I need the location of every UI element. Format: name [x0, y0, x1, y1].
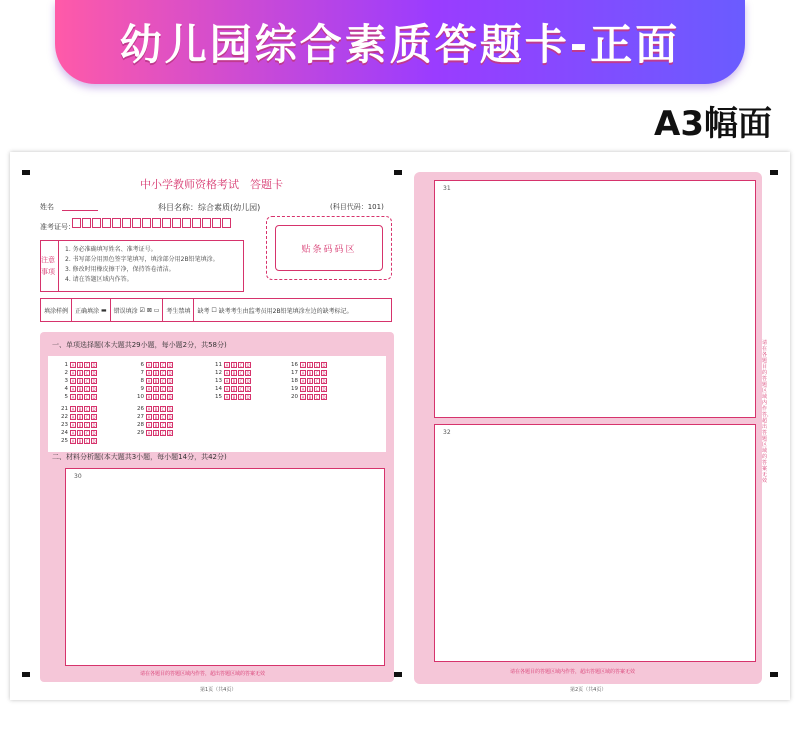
mcq-question-number: 26 [137, 406, 144, 412]
mcq-option-bubble[interactable]: D [168, 379, 172, 384]
right-answer-panel [414, 172, 762, 684]
mcq-option-bubble[interactable]: D [92, 431, 96, 436]
mcq-option-bubble[interactable]: A [147, 379, 151, 384]
mcq-question-number: 10 [137, 394, 144, 400]
mcq-option-bubble[interactable]: B [78, 407, 82, 412]
subject-name: 科目名称：综合素质(幼儿园) [158, 203, 261, 212]
answer-box-31[interactable] [434, 180, 756, 418]
footer-warning-left: 请在各题目的答题区域内作答，超出答题区域的答案无效 [140, 671, 266, 677]
mcq-option-bubble[interactable]: B [154, 423, 158, 428]
mcq-question[interactable] [212, 362, 252, 368]
mcq-question[interactable] [58, 378, 98, 384]
mcq-option-bubble[interactable]: B [308, 387, 312, 392]
mcq-option-bubble[interactable]: B [78, 395, 82, 400]
question-number: 32 [443, 429, 451, 436]
mcq-question[interactable] [58, 406, 98, 412]
mcq-question-number: 15 [215, 394, 222, 400]
mcq-option-bubble[interactable]: C [161, 431, 165, 436]
ticket-number-cells[interactable] [72, 218, 232, 228]
mcq-option-bubble[interactable]: B [78, 363, 82, 368]
registration-mark [770, 672, 778, 677]
mcq-option-bubble[interactable]: D [168, 387, 172, 392]
mcq-option-bubble[interactable]: C [239, 363, 243, 368]
mcq-option-bubble[interactable]: B [78, 379, 82, 384]
mcq-option-bubble[interactable]: D [246, 395, 250, 400]
format-label: A3幅面 [654, 104, 772, 144]
mcq-question[interactable] [288, 378, 328, 384]
mcq-option-bubble[interactable]: B [78, 439, 82, 444]
mcq-question[interactable] [134, 362, 174, 368]
mcq-option-bubble[interactable]: D [168, 423, 172, 428]
answer-box-32[interactable] [434, 424, 756, 662]
registration-mark [22, 672, 30, 677]
mcq-question-number: 25 [61, 438, 68, 444]
barcode-area [266, 216, 392, 280]
registration-mark [770, 170, 778, 175]
mcq-option-bubble[interactable]: C [315, 363, 319, 368]
mcq-option-bubble[interactable]: B [78, 371, 82, 376]
section1-title: 一、单项选择题(本大题共29小题，每小题2分，共58分) [52, 341, 227, 349]
barcode-label: 贴条码码区 [275, 225, 383, 271]
mcq-question-number: 2 [64, 370, 68, 376]
mcq-option-bubble[interactable]: C [315, 387, 319, 392]
notes-box [40, 240, 244, 292]
mcq-option-bubble[interactable]: A [71, 379, 75, 384]
mcq-question[interactable] [288, 386, 328, 392]
mcq-option-bubble[interactable]: B [154, 371, 158, 376]
mcq-option-bubble[interactable]: B [154, 363, 158, 368]
mcq-question[interactable] [134, 378, 174, 384]
mcq-option-bubble[interactable]: A [71, 423, 75, 428]
mcq-option-bubble[interactable]: C [161, 379, 165, 384]
footer-warning-right: 请在各题目的答题区域内作答，超出答题区域的答案无效 [510, 669, 636, 675]
mcq-option-bubble[interactable]: D [92, 415, 96, 420]
mcq-option-bubble[interactable]: B [232, 363, 236, 368]
mcq-option-bubble[interactable]: A [71, 395, 75, 400]
mcq-question-number: 19 [291, 386, 298, 392]
mcq-option-bubble[interactable]: D [92, 407, 96, 412]
mcq-question-number: 20 [291, 394, 298, 400]
mcq-option-bubble[interactable]: B [308, 379, 312, 384]
banner-title: 幼儿园综合素质答题卡-正面 [119, 20, 681, 69]
mcq-option-bubble[interactable]: D [168, 363, 172, 368]
mcq-option-bubble[interactable]: A [301, 395, 305, 400]
mcq-option-bubble[interactable]: A [225, 387, 229, 392]
mcq-question-number: 8 [140, 378, 144, 384]
mcq-option-bubble[interactable]: C [315, 395, 319, 400]
mcq-option-bubble[interactable]: A [71, 371, 75, 376]
mcq-option-bubble[interactable]: B [232, 371, 236, 376]
mcq-question[interactable] [134, 422, 174, 428]
mcq-question[interactable] [212, 394, 252, 400]
mcq-option-bubble[interactable]: D [322, 387, 326, 392]
question-number: 30 [74, 473, 82, 480]
mcq-option-bubble[interactable]: D [168, 395, 172, 400]
mcq-option-bubble[interactable]: C [85, 363, 89, 368]
mcq-option-bubble[interactable]: A [301, 371, 305, 376]
mcq-option-bubble[interactable]: C [239, 379, 243, 384]
mcq-option-bubble[interactable]: D [92, 387, 96, 392]
mcq-option-bubble[interactable]: C [161, 363, 165, 368]
mcq-question[interactable] [134, 430, 174, 436]
absent-label: 考生禁填 [163, 299, 194, 321]
mcq-option-bubble[interactable]: B [308, 371, 312, 376]
mcq-option-bubble[interactable]: D [92, 395, 96, 400]
mcq-option-bubble[interactable]: D [246, 387, 250, 392]
mcq-option-bubble[interactable]: D [92, 371, 96, 376]
mcq-option-bubble[interactable]: A [225, 379, 229, 384]
mcq-option-bubble[interactable]: B [154, 387, 158, 392]
mcq-option-bubble[interactable]: A [301, 379, 305, 384]
mcq-option-bubble[interactable]: A [147, 407, 151, 412]
mcq-option-bubble[interactable]: A [225, 395, 229, 400]
mcq-option-bubble[interactable]: A [71, 363, 75, 368]
section2-title: 二、材料分析题(本大题共3小题，每小题14分，共42分) [52, 453, 227, 461]
mcq-option-bubble[interactable]: A [301, 363, 305, 368]
mcq-option-bubble[interactable]: B [78, 431, 82, 436]
mcq-question[interactable] [58, 394, 98, 400]
mcq-option-bubble[interactable]: B [308, 395, 312, 400]
mcq-option-bubble[interactable]: D [92, 439, 96, 444]
mcq-option-bubble[interactable]: D [92, 379, 96, 384]
mcq-question-number: 21 [61, 406, 68, 412]
mcq-option-bubble[interactable]: B [232, 387, 236, 392]
mcq-option-bubble[interactable]: B [154, 395, 158, 400]
mcq-question[interactable] [58, 362, 98, 368]
mcq-question[interactable] [58, 370, 98, 376]
notes-list: 1. 务必准确填写姓名、准考证号。 2. 书写部分用黑色签字笔填写，填涂部分用2B铅笔填涂。 3. 修改时用橡皮擦干净，保持答卷清洁。 4. 请在答题区域内作答。 [65, 246, 219, 283]
mcq-question-number: 23 [61, 422, 68, 428]
mcq-option-bubble[interactable]: B [78, 423, 82, 428]
name-label: 姓名 [40, 203, 54, 211]
mcq-option-bubble[interactable]: D [168, 431, 172, 436]
mcq-option-bubble[interactable]: C [161, 371, 165, 376]
mcq-option-bubble[interactable]: C [85, 387, 89, 392]
mcq-grid [48, 356, 386, 452]
mcq-option-bubble[interactable]: C [239, 371, 243, 376]
mcq-option-bubble[interactable]: B [232, 395, 236, 400]
mcq-option-bubble[interactable]: A [147, 371, 151, 376]
mcq-question-number: 5 [64, 394, 68, 400]
mcq-question[interactable] [58, 430, 98, 436]
mcq-option-bubble[interactable]: D [322, 379, 326, 384]
mcq-option-bubble[interactable]: D [322, 363, 326, 368]
mcq-option-bubble[interactable]: A [71, 387, 75, 392]
mcq-option-bubble[interactable]: C [161, 395, 165, 400]
mcq-option-bubble[interactable]: B [308, 363, 312, 368]
mcq-option-bubble[interactable]: A [71, 431, 75, 436]
mcq-question[interactable] [212, 370, 252, 376]
mcq-option-bubble[interactable]: A [147, 387, 151, 392]
mcq-option-bubble[interactable]: C [85, 395, 89, 400]
answer-sheet [10, 152, 790, 700]
mcq-option-bubble[interactable]: B [232, 379, 236, 384]
mcq-question[interactable] [58, 438, 98, 444]
mcq-option-bubble[interactable]: D [92, 363, 96, 368]
mcq-option-bubble[interactable]: C [85, 371, 89, 376]
mcq-option-bubble[interactable]: B [154, 415, 158, 420]
fill-correct: 正确填涂 ▬ [72, 299, 111, 321]
mcq-question[interactable] [288, 394, 328, 400]
registration-mark [394, 672, 402, 677]
mcq-option-bubble[interactable]: A [71, 415, 75, 420]
mcq-option-bubble[interactable]: A [71, 407, 75, 412]
name-field[interactable] [62, 210, 98, 211]
mcq-option-bubble[interactable]: C [239, 395, 243, 400]
header-banner [55, 0, 745, 84]
mcq-option-bubble[interactable]: C [161, 407, 165, 412]
ticket-label: 准考证号： [40, 223, 75, 231]
mcq-option-bubble[interactable]: C [85, 431, 89, 436]
mcq-option-bubble[interactable]: D [246, 371, 250, 376]
mcq-question[interactable] [58, 414, 98, 420]
mcq-question-number: 18 [291, 378, 298, 384]
mcq-question-number: 9 [140, 386, 144, 392]
mcq-option-bubble[interactable]: B [154, 431, 158, 436]
mcq-option-bubble[interactable]: C [85, 423, 89, 428]
answer-box-30[interactable] [65, 468, 385, 666]
fill-example-label: 填涂样例 [41, 299, 72, 321]
mcq-option-bubble[interactable]: C [85, 379, 89, 384]
mcq-question-number: 3 [64, 378, 68, 384]
absent-text: 缺考 ☐ 缺考考生由监考员用2B铅笔填涂左边的缺考标记。 [197, 306, 353, 315]
question-number: 31 [443, 185, 451, 192]
mcq-question-number: 29 [137, 430, 144, 436]
mcq-question-number: 27 [137, 414, 144, 420]
mcq-question-number: 11 [215, 362, 222, 368]
mcq-option-bubble[interactable]: D [246, 379, 250, 384]
mcq-option-bubble[interactable]: A [301, 387, 305, 392]
side-warning: 请在各题目的答题区域内作答，超出答题区域的答案无效 [762, 340, 773, 484]
mcq-option-bubble[interactable]: C [161, 387, 165, 392]
mcq-question-number: 24 [61, 430, 68, 436]
mcq-question[interactable] [134, 386, 174, 392]
mcq-option-bubble[interactable]: D [168, 415, 172, 420]
mcq-question-number: 7 [140, 370, 144, 376]
mcq-question[interactable] [212, 386, 252, 392]
mcq-option-bubble[interactable]: A [147, 423, 151, 428]
mcq-option-bubble[interactable]: D [168, 371, 172, 376]
mcq-question[interactable] [288, 370, 328, 376]
registration-mark [394, 170, 402, 175]
mcq-question-number: 14 [215, 386, 222, 392]
mcq-option-bubble[interactable]: C [85, 439, 89, 444]
mcq-question-number: 4 [64, 386, 68, 392]
mcq-question[interactable] [58, 386, 98, 392]
mcq-option-bubble[interactable]: A [225, 363, 229, 368]
mcq-question[interactable] [212, 378, 252, 384]
mcq-option-bubble[interactable]: B [78, 415, 82, 420]
mcq-option-bubble[interactable]: A [147, 363, 151, 368]
mcq-option-bubble[interactable]: A [147, 395, 151, 400]
mcq-option-bubble[interactable]: D [246, 363, 250, 368]
mcq-option-bubble[interactable]: A [225, 371, 229, 376]
mcq-option-bubble[interactable]: B [154, 407, 158, 412]
mcq-question-number: 16 [291, 362, 298, 368]
notes-label: 注意事项 [41, 241, 59, 291]
mcq-option-bubble[interactable]: C [85, 415, 89, 420]
mcq-question-number: 13 [215, 378, 222, 384]
mcq-option-bubble[interactable]: C [161, 423, 165, 428]
mcq-question-number: 22 [61, 414, 68, 420]
mcq-question-number: 12 [215, 370, 222, 376]
mcq-option-bubble[interactable]: A [147, 415, 151, 420]
mcq-question-number: 28 [137, 422, 144, 428]
mcq-question[interactable] [58, 422, 98, 428]
exam-title: 中小学教师资格考试 答题卡 [140, 178, 283, 191]
mcq-question[interactable] [134, 370, 174, 376]
page-number-right: 第2页（共4页） [570, 687, 607, 693]
mcq-question-number: 6 [140, 362, 144, 368]
mcq-option-bubble[interactable]: C [315, 371, 319, 376]
mcq-option-bubble[interactable]: C [315, 379, 319, 384]
mcq-option-bubble[interactable]: D [322, 395, 326, 400]
mcq-option-bubble[interactable]: D [168, 407, 172, 412]
fill-wrong: 错误填涂 ☑ ⊠ ▭ [111, 299, 164, 321]
fill-example-row [40, 298, 392, 322]
mcq-option-bubble[interactable]: C [161, 415, 165, 420]
page-number-left: 第1页（共4页） [200, 687, 237, 693]
mcq-option-bubble[interactable]: D [92, 423, 96, 428]
mcq-question[interactable] [134, 394, 174, 400]
mcq-option-bubble[interactable]: B [154, 379, 158, 384]
subject-code: (科目代码：101) [330, 203, 384, 211]
mcq-question[interactable] [134, 414, 174, 420]
registration-mark [22, 170, 30, 175]
left-answer-panel [40, 332, 394, 682]
mcq-question[interactable] [134, 406, 174, 412]
mcq-question[interactable] [288, 362, 328, 368]
mcq-question-number: 17 [291, 370, 298, 376]
mcq-question-number: 1 [64, 362, 68, 368]
mcq-option-bubble[interactable]: D [322, 371, 326, 376]
mcq-option-bubble[interactable]: A [147, 431, 151, 436]
mcq-option-bubble[interactable]: A [71, 439, 75, 444]
mcq-option-bubble[interactable]: B [78, 387, 82, 392]
mcq-option-bubble[interactable]: C [85, 407, 89, 412]
mcq-option-bubble[interactable]: C [239, 387, 243, 392]
